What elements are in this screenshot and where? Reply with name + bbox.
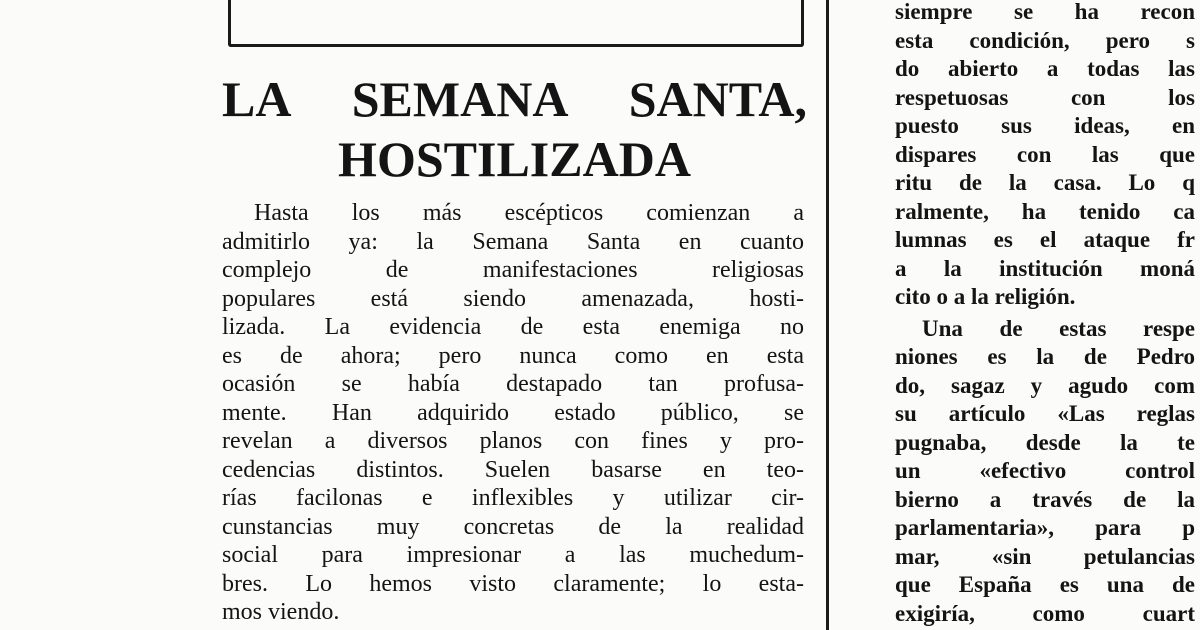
text-line: es de ahora; pero nunca como en esta <box>222 342 804 369</box>
text-line: Hasta los más escépticos comienzan a <box>254 200 804 226</box>
text-line: siempre se ha recon <box>895 0 1195 24</box>
text-line: cito o a la religión. <box>895 284 1076 309</box>
text-line: cedencias distintos. Suelen basarse en teo- <box>222 456 804 483</box>
text-line: puesto sus ideas, en <box>895 113 1195 138</box>
text-line: admitirlo ya: la Semana Santa en cuanto <box>222 228 804 255</box>
text-line: do, sagaz y agudo com <box>895 372 1195 398</box>
headline-line-2: HOSTILIZADA <box>338 131 691 187</box>
text-line: respetuosas con los <box>895 84 1195 110</box>
text-line: populares está siendo amenazada, hosti- <box>222 285 804 312</box>
text-line: Una de estas respe <box>922 315 1195 341</box>
text-line: pugnaba, desde la te <box>895 429 1195 455</box>
text-line: revelan a diversos planos con fines y pro- <box>222 428 804 454</box>
text-line: un «efectivo control <box>895 458 1195 483</box>
text-line: bres. Lo hemos visto claramente; lo esta- <box>222 570 804 597</box>
text-line: rías facilonas e inflexibles y utilizar cir- <box>222 485 804 511</box>
text-line: mar, «sin petulancias <box>895 543 1195 569</box>
text-line: su artículo «Las reglas <box>895 401 1195 426</box>
text-line: cunstancias muy concretas de la realidad <box>222 513 804 540</box>
text-line: lizada. La evidencia de esta enemiga no <box>222 314 804 340</box>
text-line: que España es una de <box>895 572 1195 597</box>
text-line: complejo de manifestaciones religiosas <box>222 257 804 283</box>
article-body-left <box>222 199 804 627</box>
text-line: exigiría, como cuart <box>895 600 1195 626</box>
text-line: mente. Han adquirido estado público, se <box>222 399 804 426</box>
text-line: niones es la de Pedro <box>895 344 1195 369</box>
text-line: ralmente, ha tenido ca <box>895 198 1195 224</box>
text-line: dispares con las que <box>895 141 1195 167</box>
article-body-right <box>895 0 1195 628</box>
text-line: esta condición, pero s <box>895 27 1195 53</box>
text-line: do abierto a todas las <box>895 56 1195 81</box>
text-line: mos viendo. <box>222 599 340 625</box>
column-rule <box>826 0 829 630</box>
text-line: ocasión se había destapado tan profusa- <box>222 371 804 397</box>
text-line: ritu de la casa. Lo q <box>895 170 1195 195</box>
text-line: bierno a través de la <box>895 486 1195 512</box>
headline-line-1: LA SEMANA SANTA, <box>222 71 807 127</box>
text-line: lumnas es el ataque fr <box>895 227 1195 252</box>
text-line: parlamentaria», para p <box>895 515 1195 540</box>
boxed-article-frame <box>228 0 804 47</box>
text-line: a la institución moná <box>895 255 1195 281</box>
text-line: social para impresionar a las muchedum- <box>222 542 804 568</box>
